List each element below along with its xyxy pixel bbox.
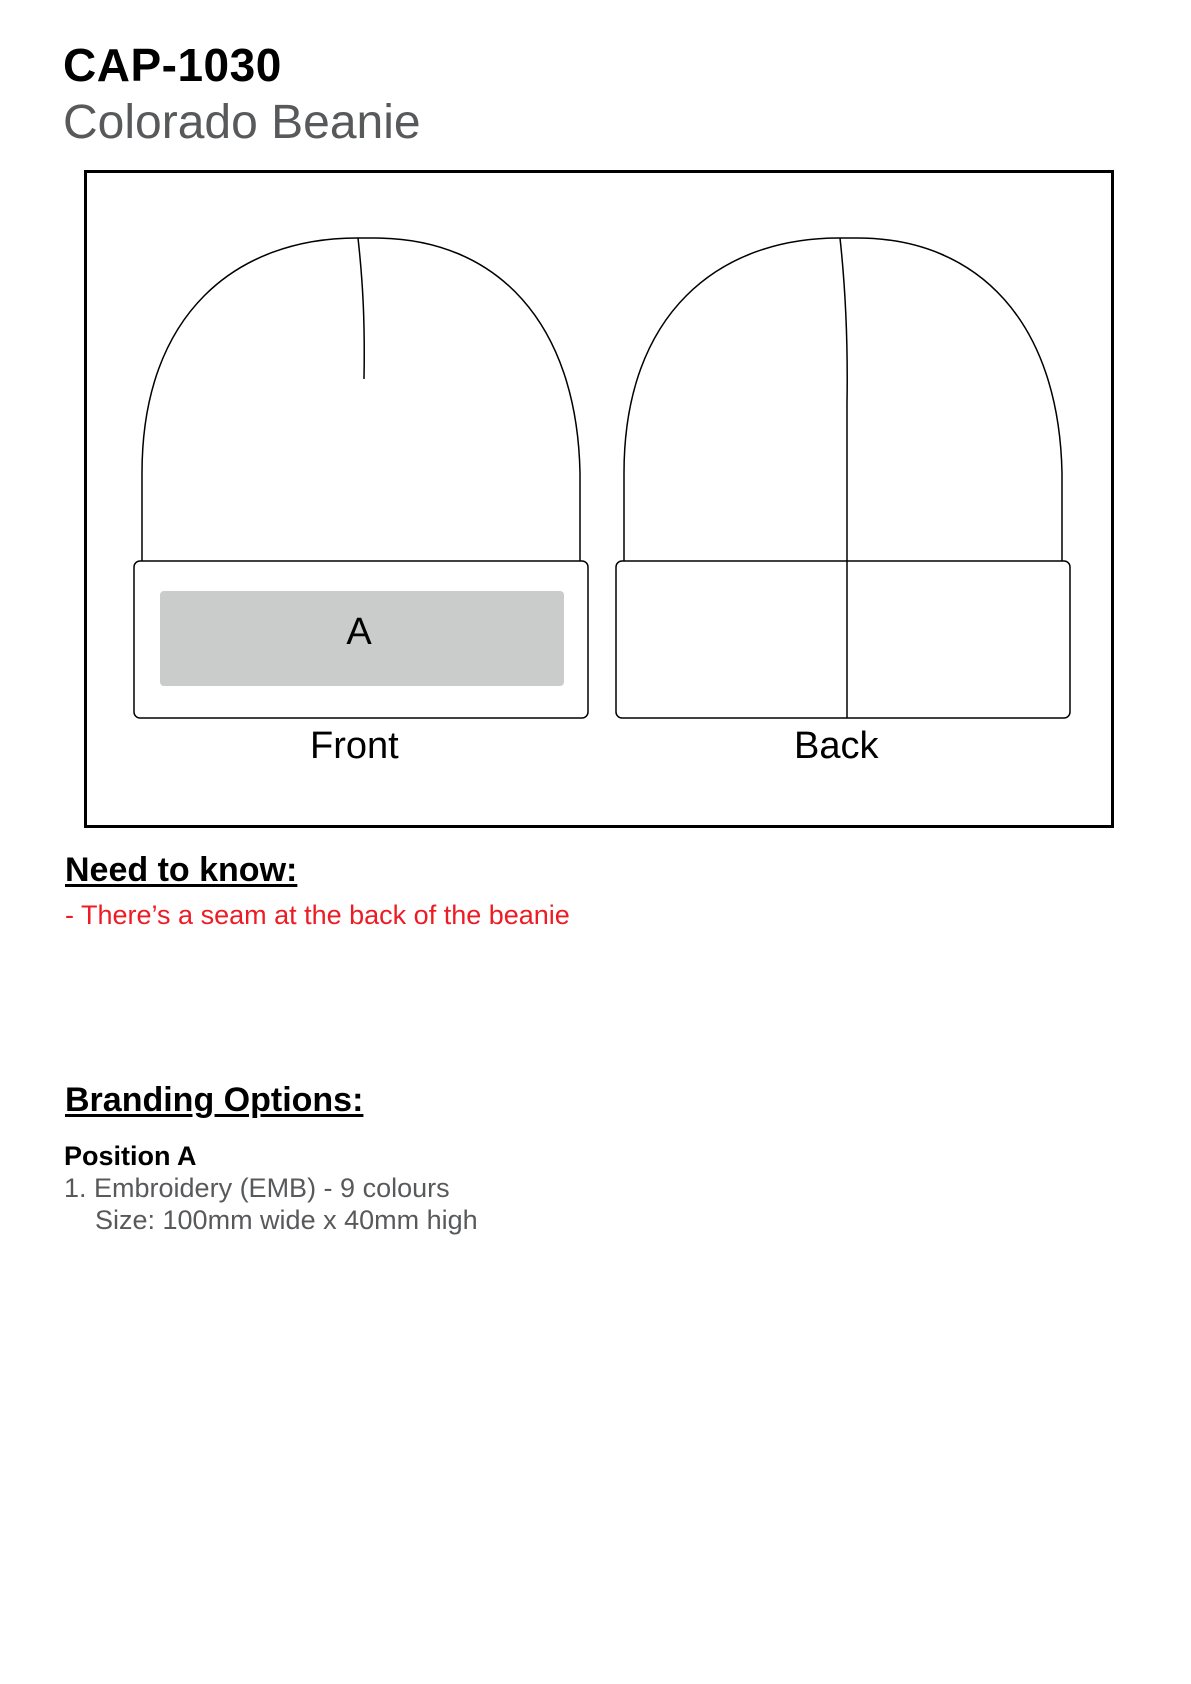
product-code: CAP-1030 (63, 39, 282, 91)
seam-note: - There’s a seam at the back of the beanie (65, 900, 570, 930)
front-beanie-crown (142, 238, 580, 561)
back-beanie-crown (624, 238, 1062, 561)
embroidery-option: 1. Embroidery (EMB) - 9 colours (64, 1173, 450, 1203)
diagram-frame (84, 170, 1114, 828)
back-center-seam (840, 238, 847, 718)
branding-options-heading: Branding Options: (65, 1081, 364, 1119)
back-beanie-cuff (616, 561, 1070, 718)
branding-zone-label: A (346, 611, 372, 653)
front-view-label: Front (310, 725, 399, 767)
position-a-title: Position A (64, 1141, 197, 1171)
back-view-label: Back (794, 725, 879, 767)
beanie-diagram (87, 173, 1111, 825)
need-to-know-heading: Need to know: (65, 851, 298, 889)
branding-size: Size: 100mm wide x 40mm high (95, 1205, 478, 1235)
product-name: Colorado Beanie (63, 96, 421, 149)
front-crown-seam (358, 238, 364, 379)
